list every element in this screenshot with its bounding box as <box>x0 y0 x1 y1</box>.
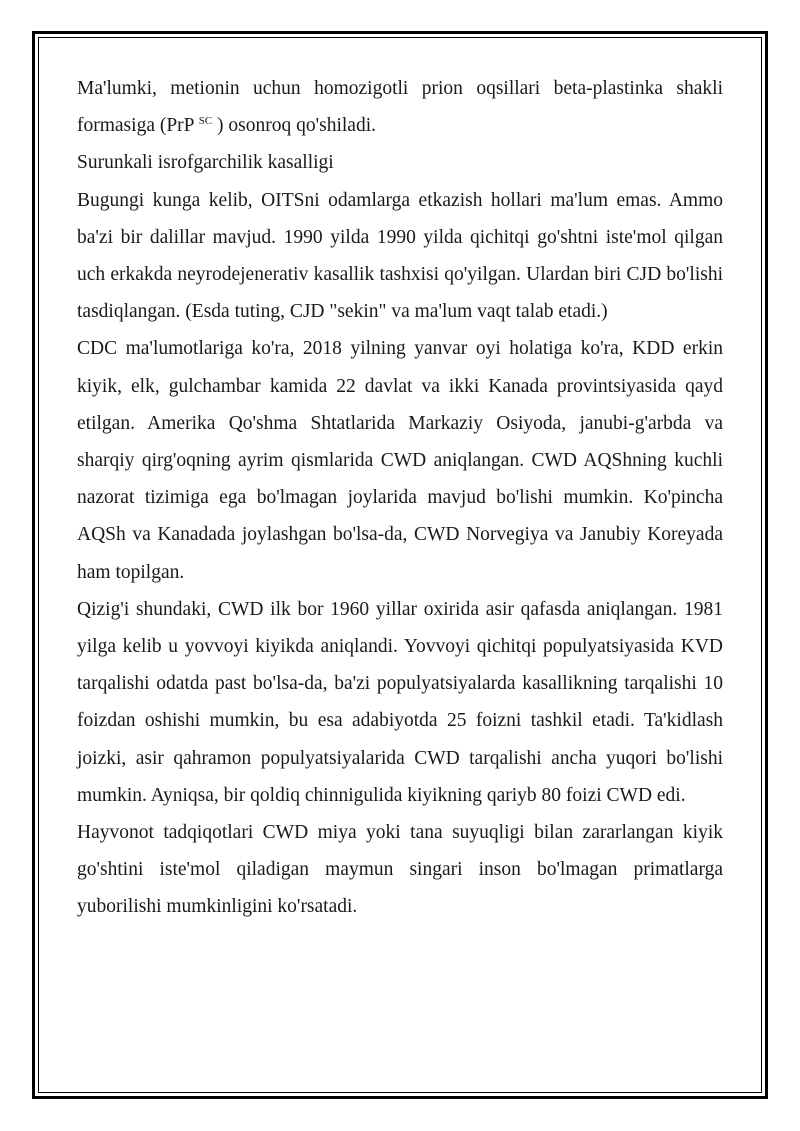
paragraph: Bugungi kunga kelib, OITSni odamlarga etkazish hollari ma'lum emas. Ammo ba'zi bir dalillar mavjud. 1990 yilda 1990 yilda qichitqi go'shtni iste'mol qilgan uch erkakda neyrodejenerativ kasallik tashxisi qo'yilgan. Ulardan biri CJD bo'lishi tasdiqlangan. (Esda tuting, CJD "sekin" va ma'lum vaqt talab etadi.) <box>77 189 723 323</box>
section-heading: Surunkali isrofgarchilik kasalligi <box>77 152 334 174</box>
paragraph: Qizig'i shundaki, CWD ilk bor 1960 yillar oxirida asir qafasda aniqlangan. 1981 yilga kelib u yovvoyi kiyikda aniqlandi. Yovvoyi qichitqi populyatsiyasida KVD tarqalishi odatda past bo'lsa-da, ba'zi populyatsiyalarda kasallikning tarqalishi 10 foizdan oshishi mumkin, bu esa adabiyotda 25 foizni tashkil etadi. Ta'kidlash joizki, asir qahramon populyatsiyalarida CWD tarqalishi ancha yuqori bo'lishi mumkin. Ayniqsa, bir qoldiq chinnigulida kiyikning qariyb 80 foizi CWD edi. <box>77 598 723 806</box>
superscript-sc: SC <box>198 115 213 128</box>
document-body <box>77 70 723 926</box>
paragraph: CDC ma'lumotlariga ko'ra, 2018 yilning yanvar oyi holatiga ko'ra, KDD erkin kiyik, elk, gulchambar kamida 22 davlat va ikki Kanada provintsiyasida qayd etilgan. Amerika Qo'shma Shtatlarida Markaziy Osiyoda, janubi-g'arbda va sharqiy qirg'oqning ayrim qismlarida CWD aniqlangan. CWD AQShning kuchli nazorat tizimiga ega bo'lmagan joylarida mavjud bo'lishi mumkin. Ko'pincha AQSh va Kanadada joylashgan bo'lsa-da, CWD Norvegiya va Janubiy Koreyada ham topilgan. <box>77 338 723 583</box>
paragraph-intro <box>77 70 723 144</box>
paragraph-intro-text-end: ) osonroq qo'shiladi. <box>212 115 376 137</box>
paragraph-intro-text: Ma'lumki, metionin uchun homozigotli prion oqsillari beta-plastinka shakli formasiga (PrP <box>77 78 723 137</box>
paragraph: Hayvonot tadqiqotlari CWD miya yoki tana suyuqligi bilan zararlangan kiyik go'shtini iste'mol qiladigan maymun singari inson bo'lmagan primatlarga yuborilishi mumkinligini ko'rsatadi. <box>77 822 723 918</box>
